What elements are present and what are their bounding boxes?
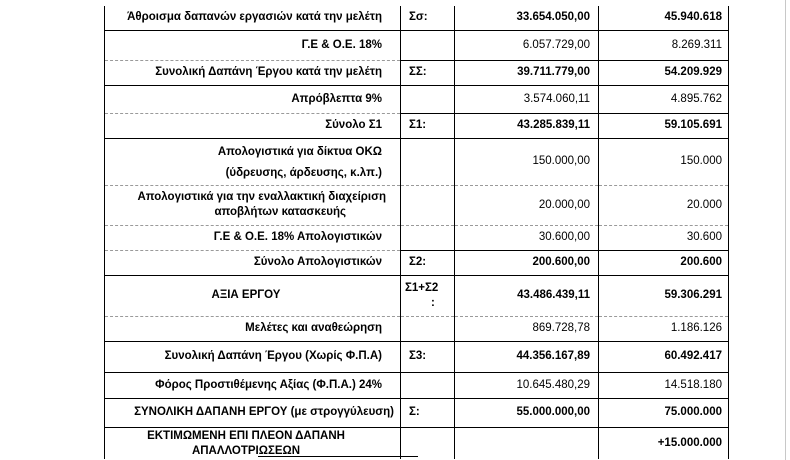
row-value-decimal: 43.285.839,11	[455, 113, 599, 138]
row-description-line: αποβλήτων κατασκευής	[214, 206, 346, 218]
row-symbol	[401, 138, 455, 185]
row-value-rounded: 75.000.000	[599, 398, 729, 427]
row-value-rounded: 59.105.691	[599, 113, 729, 138]
row-symbol: Σσ:	[401, 6, 455, 30]
row-description: Γ.Ε & Ο.Ε. 18% Απολογιστικών	[105, 225, 401, 250]
row-value-rounded: 59.306.291	[599, 275, 729, 316]
row-description: Σύνολο Απολογιστικών	[105, 250, 401, 275]
table-row	[105, 372, 729, 398]
row-value-rounded: 4.895.762	[599, 85, 729, 113]
row-value-decimal: 44.356.167,89	[455, 341, 599, 372]
row-value-rounded: 150.000	[599, 138, 729, 185]
row-description-line: Απολογιστικά για δίκτυα ΟΚΩ	[217, 145, 382, 158]
row-description: Συνολική Δαπάνη Έργου (Χωρίς Φ.Π.Α)	[105, 341, 401, 372]
table-row	[105, 316, 729, 341]
row-value-rounded: 8.269.311	[599, 30, 729, 60]
row-value-decimal	[455, 427, 599, 459]
row-value-decimal: 55.000.000,00	[455, 398, 599, 427]
row-symbol: Σ3:	[401, 341, 455, 372]
row-symbol: ΣΣ:	[401, 60, 455, 85]
row-symbol-line: :	[431, 296, 435, 309]
text-underline	[258, 456, 418, 457]
row-description: Απρόβλεπτα 9%	[105, 85, 401, 113]
row-value-decimal: 200.600,00	[455, 250, 599, 275]
table-row	[105, 138, 729, 185]
row-symbol: Σ2:	[401, 250, 455, 275]
row-value-rounded: 20.000	[599, 185, 729, 225]
row-value-rounded: 30.600	[599, 225, 729, 250]
row-symbol	[401, 225, 455, 250]
row-description: Φόρος Προστιθέμενης Αξίας (Φ.Π.Α.) 24%	[105, 372, 401, 398]
row-description-line: Απολογιστικά για την εναλλακτική διαχείριση	[137, 191, 386, 203]
row-description	[105, 427, 401, 459]
row-description-line: ΕΚΤΙΜΩΜΕΝΗ ΕΠΙ ΠΛΕΟΝ ΔΑΠΑΝΗ	[147, 429, 345, 442]
row-value-decimal: 20.000,00	[455, 185, 599, 225]
row-description: Σύνολο Σ1	[105, 113, 401, 138]
row-description: ΑΞΙΑ ΕΡΓΟΥ	[105, 275, 401, 316]
table-row	[105, 427, 729, 459]
row-description	[105, 138, 401, 185]
row-description: Συνολική Δαπάνη Έργου κατά την μελέτη	[105, 60, 401, 85]
table-row	[105, 113, 729, 138]
row-description: Γ.Ε & Ο.Ε. 18%	[105, 30, 401, 60]
row-value-rounded: 60.492.417	[599, 341, 729, 372]
row-description: Άθροισμα δαπανών εργασιών κατά την μελέτη	[105, 6, 401, 30]
row-symbol	[401, 427, 455, 459]
row-value-decimal: 150.000,00	[455, 138, 599, 185]
cost-table	[104, 6, 729, 459]
row-symbol: Σ1:	[401, 113, 455, 138]
row-description	[105, 185, 401, 225]
row-value-decimal: 10.645.480,29	[455, 372, 599, 398]
page-edge	[785, 0, 786, 460]
row-value-rounded: 45.940.618	[599, 6, 729, 30]
table-row	[105, 185, 729, 225]
row-symbol	[401, 316, 455, 341]
row-value-decimal: 869.728,78	[455, 316, 599, 341]
row-value-decimal: 33.654.050,00	[455, 6, 599, 30]
table-row	[105, 275, 729, 316]
row-value-rounded: 200.600	[599, 250, 729, 275]
table-row	[105, 250, 729, 275]
row-symbol	[401, 372, 455, 398]
row-description: Μελέτες και αναθεώρηση	[105, 316, 401, 341]
row-symbol	[401, 185, 455, 225]
table-row	[105, 60, 729, 85]
row-symbol-line: Σ1+Σ2	[405, 281, 439, 294]
row-description: ΣΥΝΟΛΙΚΗ ΔΑΠΑΝΗ ΕΡΓΟΥ (με στρογγύλευση)	[105, 398, 401, 427]
row-value-rounded: 14.518.180	[599, 372, 729, 398]
row-description-line: (ύδρευσης, άρδευσης, κ.λπ.)	[225, 166, 382, 179]
row-value-decimal: 30.600,00	[455, 225, 599, 250]
row-value-rounded: 1.186.126	[599, 316, 729, 341]
row-description-line: ΑΠΑΛΛΟΤΡΙΩΣΕΩΝ	[191, 444, 301, 457]
table-row	[105, 341, 729, 372]
table-row	[105, 398, 729, 427]
row-value-rounded: 54.209.929	[599, 60, 729, 85]
row-value-decimal: 39.711.779,00	[455, 60, 599, 85]
row-value-decimal: 3.574.060,11	[455, 85, 599, 113]
row-value-decimal: 43.486.439,11	[455, 275, 599, 316]
table-row	[105, 30, 729, 60]
table-row	[105, 6, 729, 30]
row-symbol	[401, 30, 455, 60]
table-row	[105, 225, 729, 250]
row-symbol: Σ:	[401, 398, 455, 427]
row-symbol	[401, 85, 455, 113]
row-value-decimal: 6.057.729,00	[455, 30, 599, 60]
row-symbol	[401, 275, 455, 316]
row-value-rounded: +15.000.000	[599, 427, 729, 459]
table-row	[105, 85, 729, 113]
